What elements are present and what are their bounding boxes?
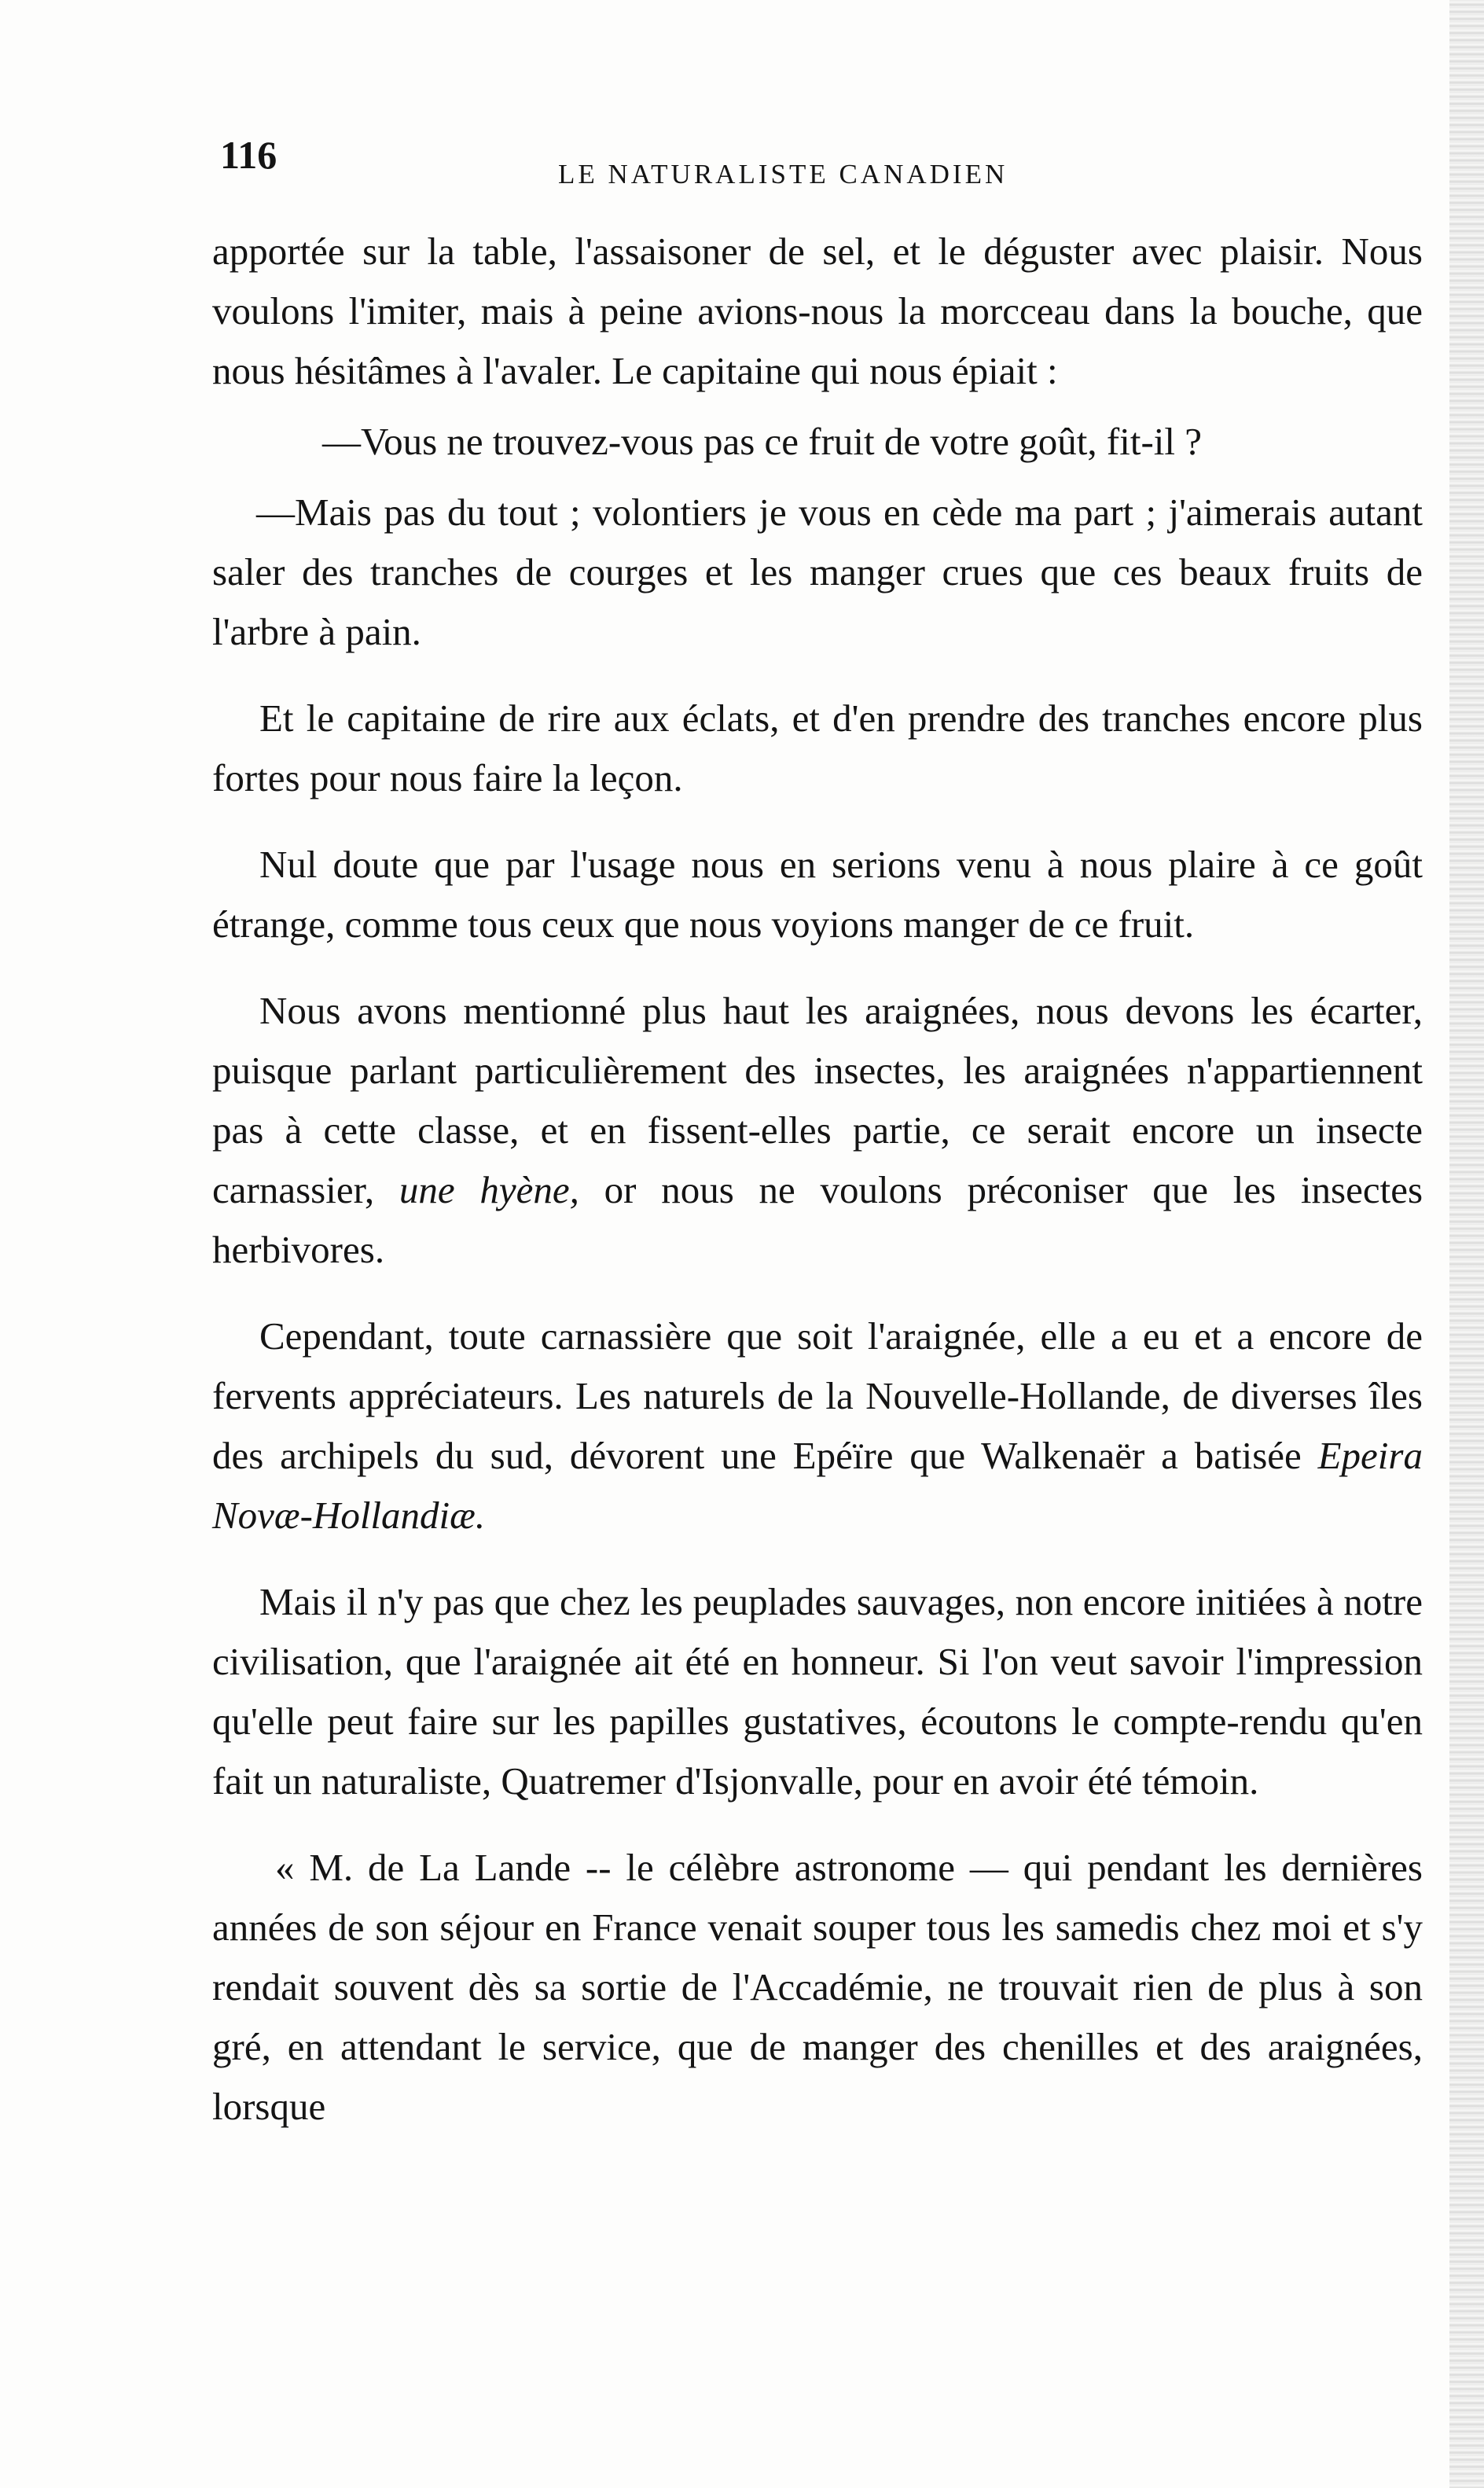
- paragraph-dialog: —Mais pas du tout ; volontiers je vous en cède ma part ; j'aimerais autant saler des tranches de courges et les manger crues que ces beaux fruits de l'arbre à pain.: [212, 491, 1423, 653]
- page-number: 116: [220, 133, 277, 177]
- paragraph-text: Cependant, toute carnassière que soit l'araignée, elle a eu et a encore de fervents appréciateurs. Les naturels de la Nouvelle-Hollande, de diverses îles des archipels du sud, dévorent une Epéïre que Walkenaër a batisée: [212, 1314, 1423, 1477]
- page-edge-shadow: [1449, 0, 1484, 2488]
- paragraph: [212, 981, 1423, 1280]
- running-title: LE NATURALISTE CANADIEN: [558, 159, 1008, 189]
- paragraph-quote: « M. de La Lande -- le célèbre astronome — qui pendant les dernières années de son séjour en France venait souper tous les samedis chez moi et s'y rendait souvent dès sa sortie de l'Accadémie, ne trouvait rien de plus à son gré, en attendant le service, que de manger des chenilles et des araignées, lorsque: [212, 1846, 1423, 2128]
- paragraph: Et le capitaine de rire aux éclats, et d'en prendre des tranches encore plus fortes pour nous faire la leçon.: [212, 696, 1423, 799]
- paragraph: Mais il n'y pas que chez les peuplades sauvages, non encore initiées à notre civilisation, que l'araignée ait été en honneur. Si l'on veut savoir l'impression qu'elle peut faire sur les papilles gustatives, écoutons le compte-rendu qu'en fait un naturaliste, Quatremer d'Isjonvalle, pour en avoir été témoin.: [212, 1580, 1423, 1803]
- italic-species-name: Epeira Novæ-Hollandiæ.: [212, 1434, 1423, 1537]
- italic-term: une hyène,: [399, 1168, 579, 1211]
- paragraph: apportée sur la table, l'assaisoner de sel, et le déguster avec plaisir. Nous voulons l'imiter, mais à peine avions-nous la morcceau dans la bouche, que nous hésitâmes à l'avaler. Le capitaine qui nous épiait :: [212, 230, 1423, 392]
- paragraph-dialog: —Vous ne trouvez-vous pas ce fruit de votre goût, fit-il ?: [322, 420, 1203, 463]
- page-header: [220, 132, 1399, 195]
- paragraph-text: Nous avons mentionné plus haut les araignées, nous devons les écarter, puisque parlant particulièrement des insectes, les araignées n'appartiennent pas à cette classe, et en fissent-elles partie, ce serait encore un insecte carnassier,: [212, 989, 1423, 1211]
- paragraph: [212, 1306, 1423, 1545]
- body-text: [212, 222, 1423, 2137]
- paragraph: Nul doute que par l'usage nous en serions venu à nous plaire à ce goût étrange, comme tous ceux que nous voyions manger de ce fruit.: [212, 843, 1423, 946]
- paragraph-text: or nous ne voulons préconiser que les insectes herbivores.: [212, 1168, 1423, 1271]
